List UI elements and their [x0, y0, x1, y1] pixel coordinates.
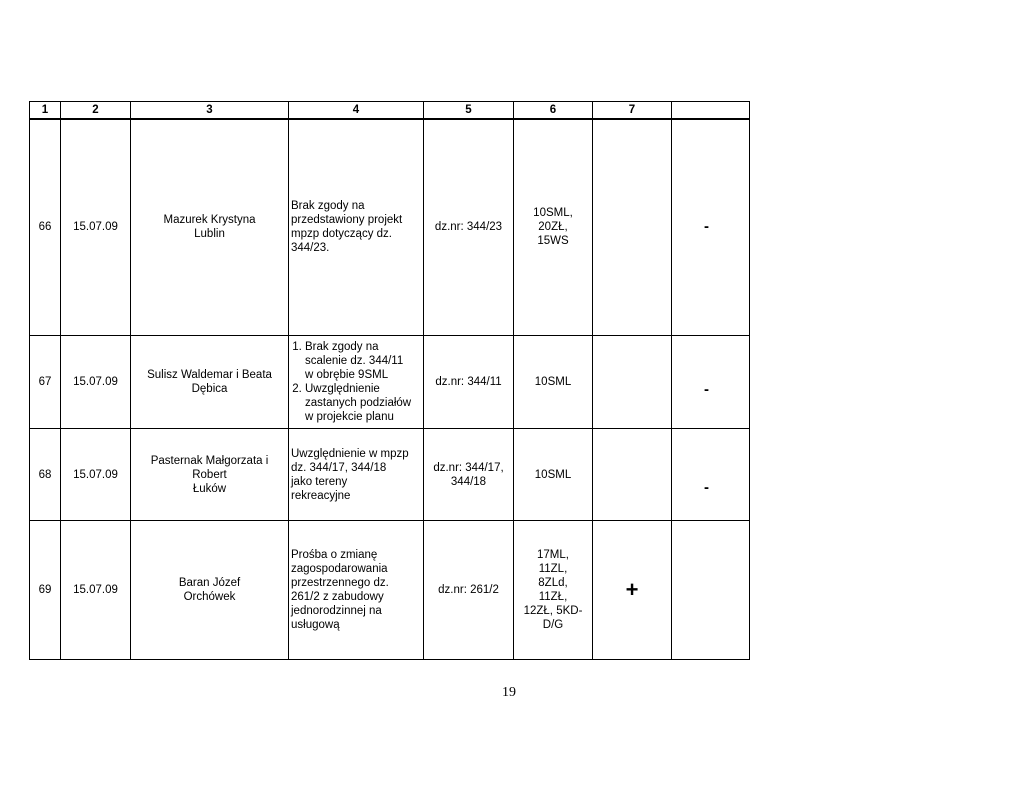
remark-list-item: 2. Uwzględnienie zastanych podziałów w projekcie planu [305, 382, 421, 424]
page-number: 19 [502, 685, 516, 700]
row-zone: 10SML, 20ZŁ, 15WS [514, 119, 593, 336]
table-row [30, 336, 750, 429]
table-row [30, 429, 750, 521]
row-decision [593, 429, 672, 521]
header-col-7: 7 [593, 102, 672, 119]
row-extra: - [672, 336, 750, 429]
row-extra [672, 521, 750, 660]
row-remark: Prośba o zmianę zagospodarowania przestrzennego dz. 261/2 z zabudowy jednorodzinnej na usługową [289, 521, 424, 660]
row-zone: 10SML [514, 336, 593, 429]
header-col-1: 1 [30, 102, 61, 119]
document-table-container [29, 101, 707, 662]
row-date: 15.07.09 [61, 336, 131, 429]
row-number: 66 [30, 119, 61, 336]
row-decision: + [593, 521, 672, 660]
remark-list-item: 1. Brak zgody na scalenie dz. 344/11 w obrębie 9SML [305, 340, 421, 382]
row-name: Sulisz Waldemar i Beata Dębica [131, 336, 289, 429]
header-col-5: 5 [424, 102, 514, 119]
row-remark: Uwzględnienie w mpzp dz. 344/17, 344/18 jako tereny rekreacyjne [289, 429, 424, 521]
header-col-6: 6 [514, 102, 593, 119]
row-date: 15.07.09 [61, 119, 131, 336]
table-row [30, 521, 750, 660]
row-parcel: dz.nr: 261/2 [424, 521, 514, 660]
row-extra: - [672, 429, 750, 521]
table-row [30, 119, 750, 336]
header-col-8 [672, 102, 750, 119]
header-col-2: 2 [61, 102, 131, 119]
row-remark: Brak zgody na przedstawiony projekt mpzp dotyczący dz. 344/23. [289, 119, 424, 336]
row-name: Mazurek Krystyna Lublin [131, 119, 289, 336]
row-parcel: dz.nr: 344/23 [424, 119, 514, 336]
row-date: 15.07.09 [61, 521, 131, 660]
header-col-3: 3 [131, 102, 289, 119]
remark-list [291, 340, 421, 424]
row-parcel: dz.nr: 344/11 [424, 336, 514, 429]
row-number: 69 [30, 521, 61, 660]
row-extra: - [672, 119, 750, 336]
header-col-4: 4 [289, 102, 424, 119]
row-decision [593, 119, 672, 336]
row-parcel: dz.nr: 344/17, 344/18 [424, 429, 514, 521]
row-number: 68 [30, 429, 61, 521]
submissions-table [29, 101, 750, 660]
header-row [30, 102, 750, 119]
row-remark [289, 336, 424, 429]
row-name: Baran Józef Orchówek [131, 521, 289, 660]
row-number: 67 [30, 336, 61, 429]
row-zone: 10SML [514, 429, 593, 521]
row-zone: 17ML, 11ZL, 8ZLd, 11ZŁ, 12ZŁ, 5KD- D/G [514, 521, 593, 660]
row-date: 15.07.09 [61, 429, 131, 521]
row-decision [593, 336, 672, 429]
row-name: Pasternak Małgorzata i Robert Łuków [131, 429, 289, 521]
